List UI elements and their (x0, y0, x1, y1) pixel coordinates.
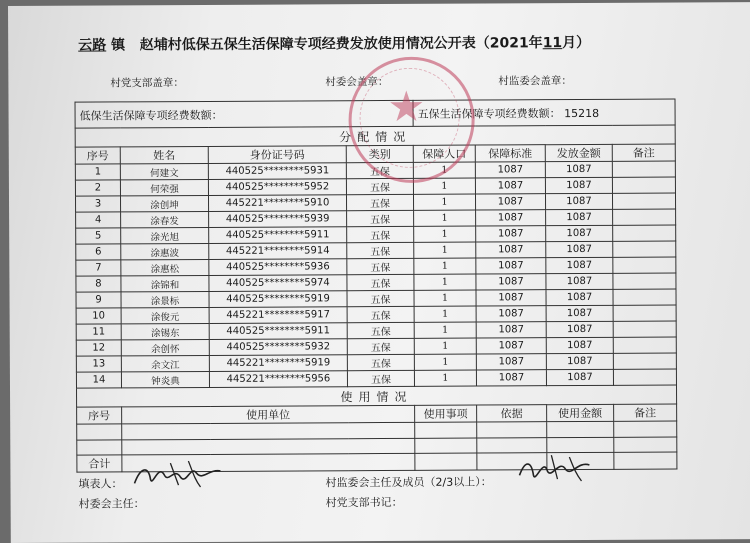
table-cell: 440525********5911 (209, 227, 347, 244)
table-cell: 14 (76, 372, 121, 388)
table-cell: 445221********5956 (209, 371, 347, 388)
table-cell: 何荣强 (120, 179, 208, 195)
official-seal (348, 57, 475, 184)
table-cell: 1087 (546, 225, 613, 241)
table-cell: 1 (414, 226, 476, 242)
table-cell (613, 241, 676, 257)
column-header: 备注 (612, 144, 675, 161)
table-cell: 1 (414, 274, 476, 290)
table-cell: 涂春发 (121, 211, 209, 227)
table-cell: 13 (76, 356, 121, 372)
table-cell: 440525********5919 (209, 291, 347, 308)
table-cell: 1087 (476, 290, 546, 306)
table-cell: 440525********5936 (209, 259, 347, 276)
table-cell: 445221********5910 (208, 195, 346, 212)
table-cell: 涂光旭 (121, 227, 209, 243)
table-cell: 1087 (475, 194, 545, 210)
table-cell (613, 289, 676, 305)
table-cell (613, 353, 676, 369)
usage-header-basis: 依据 (477, 405, 547, 422)
filler-label: 填表人： (78, 477, 123, 491)
table-cell: 1087 (546, 273, 613, 289)
table-cell: 4 (76, 212, 121, 228)
usage-header-item: 使用事项 (415, 405, 477, 422)
table-cell (612, 177, 675, 193)
table-cell: 1 (413, 162, 475, 178)
supervisor-signature (515, 451, 595, 486)
table-cell: 440525********5911 (209, 323, 347, 340)
table-cell: 余创怀 (121, 339, 209, 355)
distribution-rows (75, 161, 676, 388)
table-cell: 440525********5939 (209, 211, 347, 228)
table-cell: 1087 (475, 178, 545, 194)
dibao-fund-label: 低保生活保障专项经费数额： (75, 100, 413, 128)
table-cell: 五保 (347, 258, 414, 274)
table-cell: 1087 (546, 337, 613, 353)
table-cell: 9 (76, 292, 121, 308)
table-cell: 钟炎典 (121, 371, 209, 387)
table-cell: 涂惠松 (121, 259, 209, 275)
table-cell: 1 (414, 258, 476, 274)
usage-header-note: 备注 (614, 404, 677, 421)
table-cell (613, 209, 676, 225)
column-header: 序号 (75, 147, 120, 164)
usage-header-amount: 使用金额 (547, 404, 614, 421)
table-cell: 440525********5952 (208, 179, 346, 196)
title-end: 月） (562, 34, 591, 52)
table-cell: 1 (414, 322, 476, 338)
table-cell (613, 321, 676, 337)
table-cell: 五保 (347, 242, 414, 258)
table-cell (612, 161, 675, 177)
table-cell: 1087 (476, 306, 546, 322)
table-cell: 1 (414, 210, 476, 226)
table-cell: 1087 (476, 370, 546, 386)
table-cell: 1 (414, 242, 476, 258)
table-cell: 余文江 (121, 355, 209, 371)
table-cell: 1087 (476, 322, 546, 338)
title-town: 云路 (78, 37, 107, 54)
column-header: 保障人口 (413, 145, 475, 162)
supervision-seal-label: 村监委会盖章： (498, 75, 572, 88)
table-cell: 五保 (347, 322, 414, 338)
table-cell (612, 193, 675, 209)
table-cell: 1087 (546, 305, 613, 321)
table-cell: 7 (76, 260, 121, 276)
table-cell: 8 (76, 276, 121, 292)
table-cell: 445221********5914 (209, 243, 347, 260)
column-header: 类别 (346, 145, 413, 162)
table-cell: 440525********5974 (209, 275, 347, 292)
table-cell: 1 (414, 338, 476, 354)
table-cell: 3 (75, 196, 120, 212)
table-cell: 1087 (476, 226, 546, 242)
distribution-section-title: 分配情况 (75, 125, 675, 147)
table-cell: 何建文 (120, 163, 208, 179)
table-cell: 1087 (476, 258, 546, 274)
column-header: 发放金额 (545, 144, 612, 161)
table-cell (613, 273, 676, 289)
document-sheet (8, 2, 750, 543)
table-cell (613, 225, 676, 241)
wubao-fund-value: 15218 (564, 106, 600, 120)
table-cell (613, 257, 676, 273)
usage-header-no: 序号 (77, 407, 122, 424)
table-cell: 10 (76, 308, 121, 324)
table-cell: 1 (414, 370, 476, 386)
column-header: 身份证号码 (208, 146, 346, 164)
table-cell (613, 369, 676, 385)
usage-header-unit: 使用单位 (122, 405, 415, 424)
table-cell: 五保 (346, 194, 413, 210)
table-cell: 五保 (347, 370, 414, 386)
filler-signature (130, 457, 225, 492)
committee-director-label: 村委会主任： (78, 497, 145, 511)
table-cell: 涂创坤 (120, 195, 208, 211)
table-cell: 6 (76, 244, 121, 260)
table-cell: 五保 (347, 226, 414, 242)
table-cell: 445221********5917 (209, 307, 347, 324)
table-cell: 五保 (347, 274, 414, 290)
table-cell: 1087 (546, 209, 613, 225)
wubao-fund-label: 五保生活保障专项经费数额： (417, 106, 561, 121)
table-cell: 1087 (546, 321, 613, 337)
table-cell: 1087 (545, 193, 612, 209)
table-cell: 2 (75, 180, 120, 196)
table-cell: 1087 (546, 257, 613, 273)
column-header: 保障标准 (475, 145, 545, 162)
table-cell: 涂惠波 (121, 243, 209, 259)
table-cell: 1 (414, 306, 476, 322)
committee-seal-label: 村委会盖章： (325, 76, 389, 89)
column-header: 姓名 (120, 146, 208, 163)
table-cell: 1087 (546, 289, 613, 305)
table-cell: 11 (76, 324, 121, 340)
table-cell: 445221********5919 (209, 355, 347, 372)
table-cell: 涂景标 (121, 291, 209, 307)
table-cell: 1087 (476, 354, 546, 370)
table-cell: 1 (413, 194, 475, 210)
table-cell: 1087 (476, 242, 546, 258)
table-cell: 五保 (347, 290, 414, 306)
table-cell: 1087 (476, 274, 546, 290)
table-cell: 五保 (347, 306, 414, 322)
usage-total-label: 合计 (77, 455, 122, 472)
table-cell: 1 (75, 164, 120, 180)
table-cell: 1087 (546, 369, 613, 385)
page-title (78, 31, 718, 54)
title-town-suffix: 镇 (111, 37, 126, 54)
table-cell: 1087 (545, 161, 612, 177)
party-secretary-label: 村党支部书记： (325, 495, 403, 510)
table-cell (613, 337, 676, 353)
table-cell: 1087 (545, 177, 612, 193)
table-cell: 1087 (475, 162, 545, 178)
table-cell: 1 (414, 354, 476, 370)
table-cell: 12 (76, 340, 121, 356)
table-cell: 1 (413, 178, 475, 194)
usage-section-title: 使用情况 (77, 385, 677, 407)
seal-star-icon: ★ (387, 81, 426, 132)
table-cell: 5 (76, 228, 121, 244)
table-cell: 1 (414, 290, 476, 306)
table-cell: 1087 (546, 241, 613, 257)
table-cell: 涂锦和 (121, 275, 209, 291)
table-cell: 1087 (476, 210, 546, 226)
table-cell: 涂锡东 (121, 323, 209, 339)
table-cell: 1087 (476, 338, 546, 354)
party-seal-label: 村党支部盖章： (110, 77, 184, 90)
table-cell: 440525********5932 (209, 339, 347, 356)
table-cell: 五保 (347, 210, 414, 226)
title-month: 11 (542, 35, 563, 52)
table-cell: 五保 (347, 338, 414, 354)
supervisors-label: 村监委会主任及成员（2/3以上）： (325, 475, 492, 490)
table-cell: 涂俊元 (121, 307, 209, 323)
table-cell: 1087 (546, 353, 613, 369)
table-cell: 五保 (346, 162, 413, 178)
table-cell: 五保 (347, 354, 414, 370)
table-cell: 440525********5931 (208, 163, 346, 180)
title-main: 赵埔村低保五保生活保障专项经费发放使用情况公开表（2021年 (139, 35, 543, 54)
table-cell: 五保 (346, 178, 413, 194)
table-cell (613, 305, 676, 321)
